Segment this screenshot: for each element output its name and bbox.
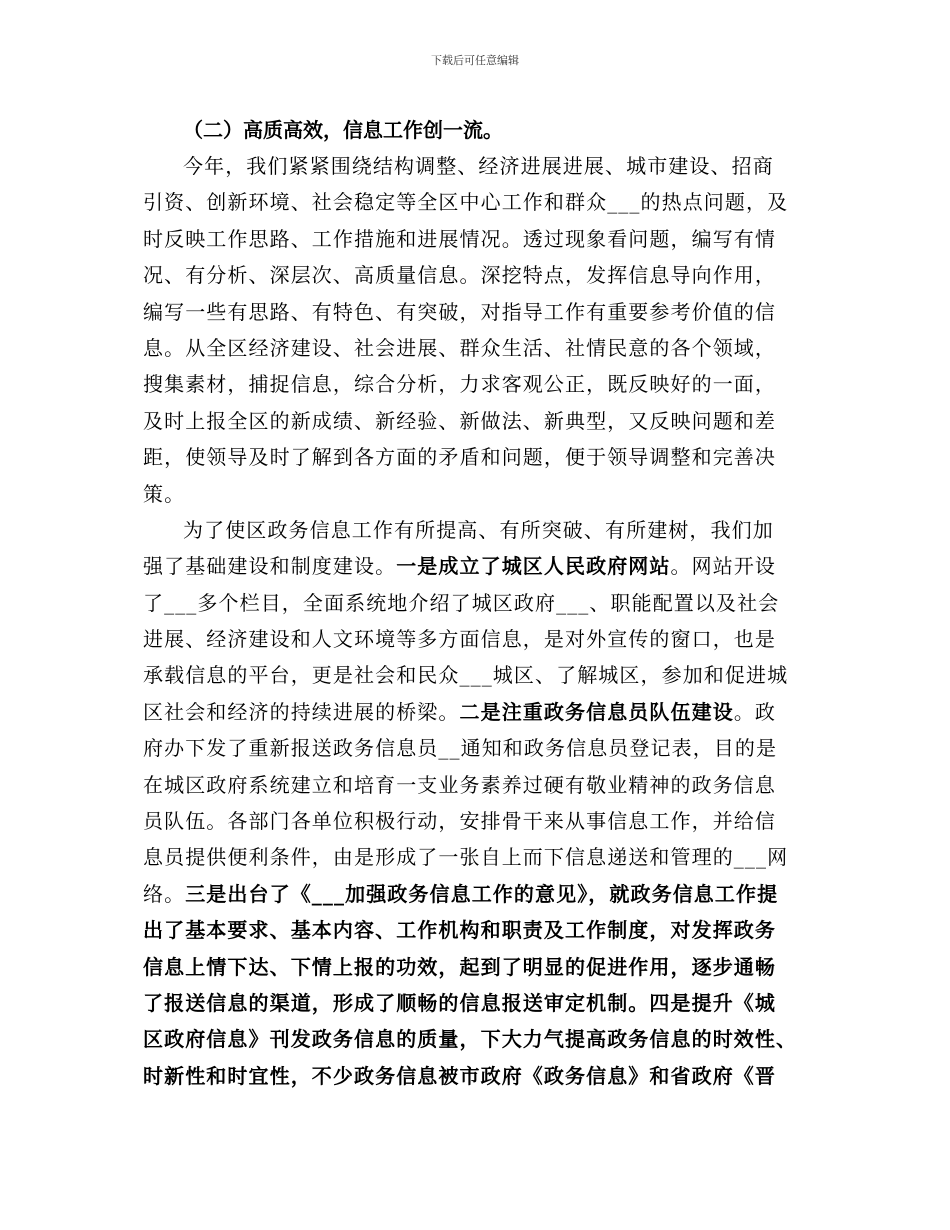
bold-text-run: 一是成立了城区人民政府网站 bbox=[396, 554, 671, 579]
bold-text-run: 三是出台了《___加强政务信息工作的意见》，就政务信息工作提 bbox=[185, 881, 779, 906]
paragraph-1 bbox=[143, 148, 828, 512]
paragraph-line: 承载信息的平台，更是社会和民众___城区、了解城区，参加和促进城 bbox=[143, 663, 789, 688]
paragraph-line bbox=[143, 876, 828, 912]
page-header-note: 下载后可任意编辑 bbox=[431, 54, 519, 67]
paragraph-line-bold: 时新性和时宜性，不少政务信息被市政府《政务信息》和省政府《晋 bbox=[143, 1063, 776, 1088]
paragraph-2 bbox=[143, 512, 828, 1094]
bold-text-run: 二是注重政务信息员队伍建设 bbox=[459, 699, 734, 724]
paragraph-line: 息员提供便利条件，由是形成了一张自上而下信息递送和管理的___网 bbox=[143, 845, 789, 870]
text-run: 。政 bbox=[733, 699, 777, 724]
paragraph-line: 了___多个栏目，全面系统地介绍了城区政府___、职能配置以及社会 bbox=[143, 590, 780, 615]
paragraph-line: 时反映工作思路、工作措施和进展情况。透过现象看问题，编写有情 bbox=[143, 226, 776, 251]
section-heading: （二）高质高效，信息工作创一流。 bbox=[183, 118, 503, 142]
paragraph-line: 搜集素材，捕捉信息，综合分析，力求客观公正，既反映好的一面， bbox=[143, 372, 776, 397]
paragraph-line bbox=[143, 548, 828, 584]
paragraph-line: 今年，我们紧紧围绕结构调整、经济进展进展、城市建设、招商 bbox=[183, 154, 774, 178]
paragraph-line: 策。 bbox=[143, 481, 186, 506]
text-run: 强了基础建设和制度建设。 bbox=[143, 554, 397, 579]
paragraph-line: 距，使领导及时了解到各方面的矛盾和问题，便于领导调整和完善决 bbox=[143, 445, 776, 470]
paragraph-line-bold: 出了基本要求、基本内容、工作机构和职责及工作制度，对发挥政务 bbox=[143, 918, 776, 943]
paragraph-line: 引资、创新环境、社会稳定等全区中心工作和群众___的热点问题，及 bbox=[143, 190, 789, 215]
paragraph-line: 进展、经济建设和人文环境等多方面信息，是对外宣传的窗口，也是 bbox=[143, 627, 776, 652]
paragraph-line: 为了使区政务信息工作有所提高、有所突破、有所建树，我们加 bbox=[183, 517, 774, 542]
paragraph-line: 及时上报全区的新成绩、新经验、新做法、新典型，又反映问题和差 bbox=[143, 408, 776, 433]
paragraph-line: 编写一些有思路、有特色、有突破，对指导工作有重要参考价值的信 bbox=[143, 299, 776, 324]
paragraph-line: 员队伍。各部门各单位积极行动，安排骨干来从事信息工作，并给信 bbox=[143, 809, 776, 834]
text-run: 区社会和经济的持续进展的桥梁。 bbox=[143, 699, 460, 724]
text-run: 络。 bbox=[143, 881, 186, 906]
paragraph-line: 况、有分析、深层次、高质量信息。深挖特点，发挥信息导向作用， bbox=[143, 263, 776, 288]
paragraph-line bbox=[143, 694, 828, 730]
paragraph-line-bold: 信息上情下达、下情上报的功效，起到了明显的促进作用，逐步通畅 bbox=[143, 954, 776, 979]
paragraph-line: 府办下发了重新报送政务信息员__通知和政务信息员登记表，目的是 bbox=[143, 736, 778, 761]
text-run: 。网站开设 bbox=[670, 554, 777, 579]
document-body bbox=[143, 112, 828, 1094]
paragraph-line-bold: 了报送信息的渠道，形成了顺畅的信息报送审定机制。四是提升《城 bbox=[143, 990, 776, 1015]
paragraph-line: 息。从全区经济建设、社会进展、群众生活、社情民意的各个领域， bbox=[143, 335, 776, 360]
paragraph-line-bold: 区政府信息》刊发政务信息的质量，下大力气提高政务信息的时效性、 bbox=[143, 1027, 798, 1052]
paragraph-line: 在城区政府系统建立和培育一支业务素养过硬有敬业精神的政务信息 bbox=[143, 772, 776, 797]
